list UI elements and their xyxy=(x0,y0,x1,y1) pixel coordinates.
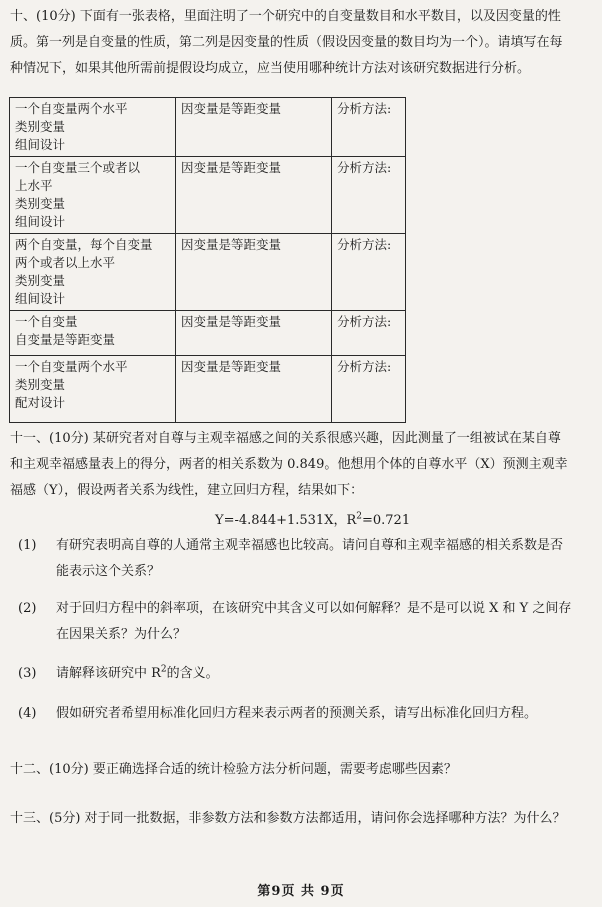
sub-question-4 xyxy=(18,701,598,727)
sub-question-3-superscript: 2 xyxy=(160,664,167,675)
sub-question-3-number: (3) xyxy=(18,666,37,681)
independent-variable-line: 上水平 xyxy=(15,178,53,193)
sub-question-3-post: 的含义。 xyxy=(166,666,219,681)
question-11-line-1: 十一、(10分) 某研究者对自尊与主观幸福感之间的关系很感兴趣，因此测量了一组被试在某自尊 xyxy=(10,431,561,446)
regression-equation-tail: =0.721 xyxy=(361,513,411,528)
independent-variable-line: 组间设计 xyxy=(15,137,66,152)
dependent-variable-cell: 因变量是等距变量 xyxy=(176,311,332,356)
independent-variable-line: 一个自变量三个或者以 xyxy=(15,160,141,175)
page-footer: 第9页 共 9页 xyxy=(257,884,345,899)
question-10-line-3: 种情况下，如果其他所需前提假设均成立，应当使用哪种统计方法对该研究数据进行分析。 xyxy=(10,61,531,76)
independent-variable-line: 两个或者以上水平 xyxy=(15,255,116,270)
independent-variable-line: 类别变量 xyxy=(15,119,66,134)
dependent-variable-cell: 因变量是等距变量 xyxy=(176,234,332,311)
sub-question-3-pre: 请解释该研究中 R xyxy=(56,666,161,681)
question-11-line-3: 福感（Y），假设两者关系为线性，建立回归方程，结果如下： xyxy=(10,483,364,498)
independent-variable-line: 一个自变量两个水平 xyxy=(15,359,128,374)
sub-question-2-line-1: 对于回归方程中的斜率项，在该研究中其含义可以如何解释？是不是可以说 X 和 Y 之间存 xyxy=(56,601,572,616)
independent-variable-line: 类别变量 xyxy=(15,196,66,211)
independent-variable-line: 一个自变量 xyxy=(15,314,78,329)
independent-variable-line: 类别变量 xyxy=(15,377,66,392)
dependent-variable-cell: 因变量是等距变量 xyxy=(176,356,332,423)
analysis-method-cell: 分析方法: xyxy=(332,311,406,356)
sub-question-4-line-1: 假如研究者希望用标准化回归方程来表示两者的预测关系，请写出标准化回归方程。 xyxy=(56,706,538,721)
independent-variable-cell xyxy=(10,356,176,423)
independent-variable-line: 组间设计 xyxy=(15,291,66,306)
sub-question-3 xyxy=(18,661,598,687)
sub-question-2-number: (2) xyxy=(18,601,37,616)
regression-equation-main: Y=-4.844+1.531X，R xyxy=(215,513,357,528)
independent-variable-cell xyxy=(10,157,176,234)
sub-question-3-text xyxy=(56,661,219,687)
sub-question-1-number: (1) xyxy=(18,538,37,553)
sub-question-1 xyxy=(18,533,598,585)
design-table-row xyxy=(10,98,406,157)
design-table-row xyxy=(10,234,406,311)
design-table xyxy=(9,97,406,423)
independent-variable-cell xyxy=(10,234,176,311)
independent-variable-line: 组间设计 xyxy=(15,214,66,229)
question-10-line-1: 十、(10分) 下面有一张表格，里面注明了一个研究中的自变量数目和水平数目，以及因变量的性 xyxy=(10,9,561,24)
question-13: 十三、(5分) 对于同一批数据，非参数方法和参数方法都适用，请问你会选择哪种方法？为什么？ xyxy=(10,811,566,826)
dependent-variable-cell: 因变量是等距变量 xyxy=(176,98,332,157)
question-11-line-2: 和主观幸福感量表上的得分，两者的相关系数为 0.849。他想用个体的自尊水平（X）预测主观幸 xyxy=(10,457,568,472)
question-10-line-2: 质。第一列是自变量的性质，第二列是因变量的性质（假设因变量的数目均为一个）。请填写在每 xyxy=(10,35,563,50)
r-squared-superscript: 2 xyxy=(356,511,362,522)
analysis-method-cell: 分析方法: xyxy=(332,157,406,234)
analysis-method-cell: 分析方法: xyxy=(332,98,406,157)
question-11 xyxy=(10,426,595,504)
analysis-method-cell: 分析方法: xyxy=(332,356,406,423)
design-table-row xyxy=(10,157,406,234)
design-table-row xyxy=(10,311,406,356)
sub-question-2 xyxy=(18,596,598,648)
independent-variable-line: 一个自变量两个水平 xyxy=(15,101,128,116)
question-10 xyxy=(10,4,595,82)
independent-variable-line: 配对设计 xyxy=(15,395,66,410)
independent-variable-cell xyxy=(10,98,176,157)
question-12: 十二、(10分) 要正确选择合适的统计检验方法分析问题，需要考虑哪些因素？ xyxy=(10,762,457,777)
independent-variable-line: 自变量是等距变量 xyxy=(15,332,116,347)
sub-question-1-line-1: 有研究表明高自尊的人通常主观幸福感也比较高。请问自尊和主观幸福感的相关系数是否 xyxy=(56,538,564,553)
analysis-method-cell: 分析方法: xyxy=(332,234,406,311)
design-table-row xyxy=(10,356,406,423)
independent-variable-cell xyxy=(10,311,176,356)
sub-question-1-line-2: 能表示这个关系？ xyxy=(56,564,161,579)
regression-equation xyxy=(215,509,410,528)
sub-question-2-line-2: 在因果关系？为什么？ xyxy=(56,627,187,642)
sub-question-4-number: (4) xyxy=(18,706,37,721)
independent-variable-line: 两个自变量，每个自变量 xyxy=(15,237,153,252)
dependent-variable-cell: 因变量是等距变量 xyxy=(176,157,332,234)
independent-variable-line: 类别变量 xyxy=(15,273,66,288)
